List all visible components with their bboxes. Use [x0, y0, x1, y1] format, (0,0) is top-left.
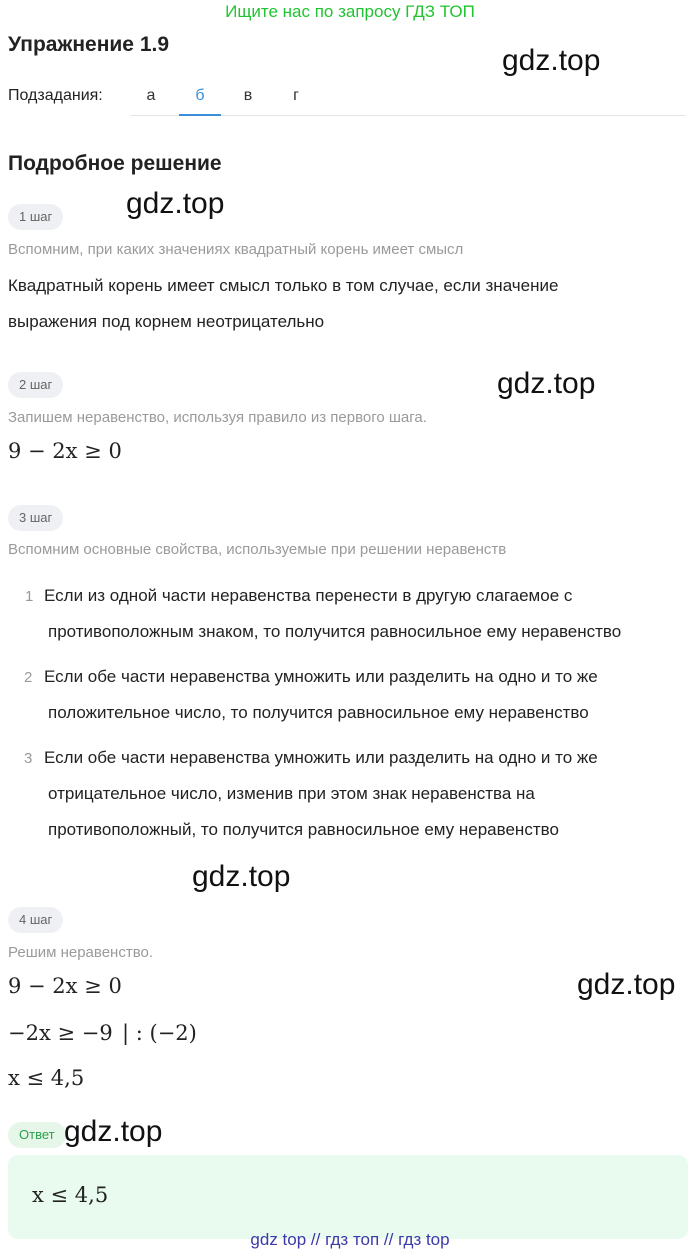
watermark: gdz.top: [497, 367, 596, 400]
list-item-line: Если обе части неравенства умножить или разделить на одно и то же: [44, 748, 598, 767]
step-4-hint: Решим неравенство.: [8, 944, 153, 961]
search-banner[interactable]: Ищите нас по запросу ГДЗ ТОП: [225, 2, 475, 21]
solution-title: Подробное решение: [8, 152, 222, 175]
list-item-line: Если обе части неравенства умножить или разделить на одно и то же: [44, 667, 598, 686]
watermark: gdz.top: [502, 44, 601, 77]
step-3-badge: 3 шаг: [8, 505, 63, 531]
step-4-inequality-3: x ≤ 4,5: [8, 1066, 85, 1090]
list-item-line: противоположным знаком, то получится равносильное ему неравенство: [48, 622, 622, 641]
list-item-line: положительное число, то получится равносильное ему неравенство: [48, 703, 589, 722]
subtasks-label: Подзадания:: [8, 87, 103, 104]
step-1-hint: Вспомним, при каких значениях квадратный корень имеет смысл: [8, 241, 464, 258]
step-1-badge: 1 шаг: [8, 204, 63, 230]
tab-g[interactable]: г: [293, 87, 299, 104]
list-item-number: 3: [24, 750, 33, 767]
list-item-line: Если из одной части неравенства перенести в другую слагаемое с: [44, 586, 573, 605]
list-item-line: отрицательное число, изменив при этом знак неравенства на: [48, 784, 535, 803]
step-4-badge: 4 шаг: [8, 907, 63, 933]
answer-box: [8, 1155, 688, 1239]
list-item-number: 1: [25, 588, 34, 605]
step-2-hint: Запишем неравенство, используя правило из первого шага.: [8, 409, 427, 426]
step-4-inequality-2: −2x ≥ −9: [8, 1021, 113, 1045]
tab-v[interactable]: в: [243, 87, 253, 104]
step-4-operation: | : (−2): [122, 1021, 197, 1045]
watermark: gdz.top: [64, 1115, 163, 1148]
answer-badge: Ответ: [8, 1122, 66, 1148]
step-2-badge: 2 шаг: [8, 372, 63, 398]
watermark: gdz.top: [192, 860, 291, 893]
step-1-text-line-1: Квадратный корень имеет смысл только в том случае, если значение: [8, 276, 559, 295]
step-3-hint: Вспомним основные свойства, используемые при решении неравенств: [8, 541, 507, 558]
watermark: gdz.top: [577, 968, 676, 1001]
subtasks-tabs: [130, 78, 686, 116]
answer-value: x ≤ 4,5: [32, 1183, 109, 1207]
step-2-inequality: 9 − 2x ≥ 0: [8, 439, 122, 463]
exercise-title: Упражнение 1.9: [8, 33, 170, 56]
watermark: gdz.top: [126, 187, 225, 220]
list-item-number: 2: [24, 669, 33, 686]
step-1-text-line-2: выражения под корнем неотрицательно: [8, 312, 325, 331]
footer-links[interactable]: gdz top // гдз топ // гдз top: [250, 1230, 450, 1249]
list-item-line: противоположный, то получится равносильное ему неравенство: [48, 820, 559, 839]
tab-b[interactable]: б: [179, 78, 221, 116]
step-4-inequality-1: 9 − 2x ≥ 0: [8, 974, 122, 998]
tab-a[interactable]: а: [146, 87, 156, 104]
